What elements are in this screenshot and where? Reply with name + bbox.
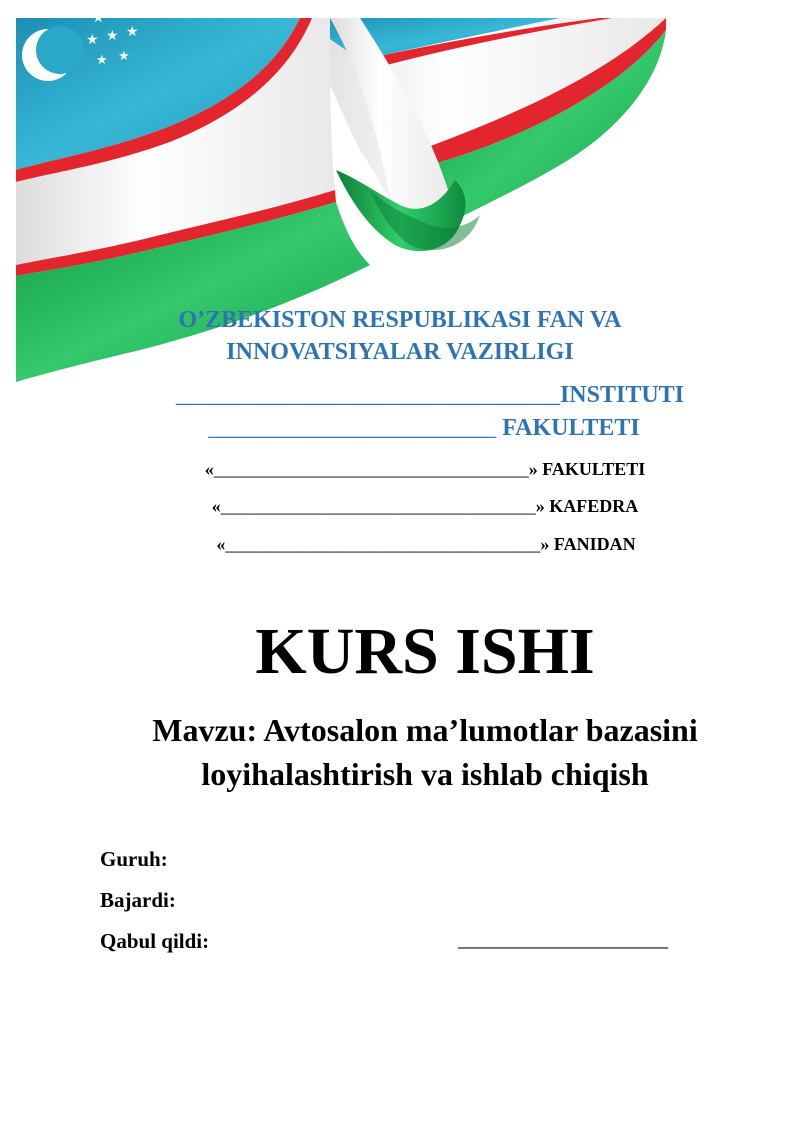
- department-blank: ___________________________________: [213, 459, 529, 479]
- faculty-line: [24, 413, 800, 443]
- open-quote: «: [216, 534, 226, 554]
- signature-blank: ____________________: [458, 927, 668, 951]
- department-line-fanidan: [26, 532, 800, 556]
- department-label: » KAFEDRA: [535, 496, 639, 516]
- svg-text:★: ★: [112, 7, 123, 21]
- faculty-label: FAKULTETI: [496, 415, 640, 441]
- department-label: » FANIDAN: [540, 534, 636, 554]
- department-line-kafedra: [25, 494, 800, 518]
- svg-text:★: ★: [126, 24, 139, 40]
- topic-line-1: Mavzu: Avtosalon ma’lumotlar bazasini: [152, 712, 698, 748]
- faculty-blank: ________________________: [208, 415, 497, 441]
- institute-label: INSTITUTI: [559, 382, 685, 408]
- ministry-heading: [0, 304, 800, 368]
- performed-by-label: Bajardi:: [100, 888, 176, 912]
- department-blank: ___________________________________: [225, 534, 541, 554]
- ministry-line-2: INNOVATSIYALAR VAZIRLIGI: [226, 339, 574, 365]
- accepted-by-label: Qabul qildi:: [100, 929, 210, 953]
- department-line-faculty: [25, 457, 800, 481]
- document-topic: [25, 708, 800, 796]
- institute-line: [30, 380, 800, 410]
- open-quote: «: [204, 459, 214, 479]
- svg-text:★: ★: [92, 10, 105, 26]
- institute-blank: ________________________________: [175, 382, 560, 408]
- svg-text:★: ★: [86, 32, 99, 48]
- department-blank: ___________________________________: [220, 496, 536, 516]
- topic-line-2: loyihalashtirish va ishlab chiqish: [201, 756, 649, 792]
- svg-text:★: ★: [106, 28, 119, 44]
- document-title: KURS ISHI: [255, 615, 595, 688]
- svg-text:★: ★: [96, 53, 108, 68]
- svg-text:★: ★: [118, 49, 130, 64]
- group-label: Guruh:: [100, 847, 168, 871]
- open-quote: «: [211, 496, 221, 516]
- department-label: » FAKULTETI: [528, 459, 646, 479]
- ministry-line-1: O’ZBEKISTON RESPUBLIKASI FAN VA: [178, 307, 622, 333]
